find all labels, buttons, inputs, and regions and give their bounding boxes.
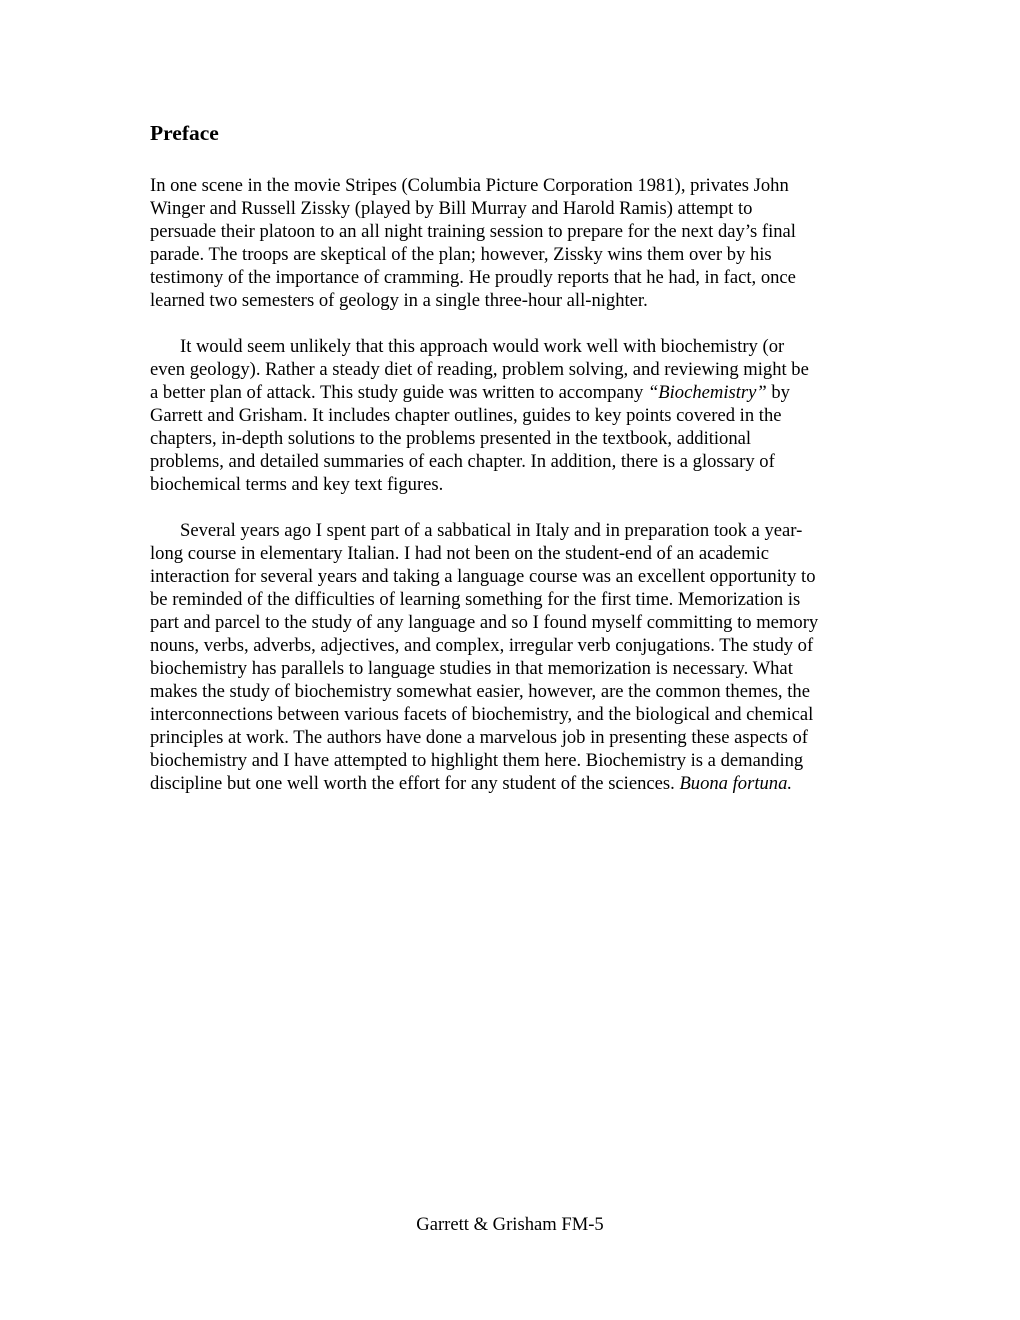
paragraph-line bbox=[150, 749, 872, 772]
text-run: interconnections between various facets of biochemistry, and the biological and chemical bbox=[150, 704, 814, 725]
paragraph-line bbox=[150, 657, 872, 680]
paragraph-line bbox=[150, 473, 872, 496]
paragraph-line bbox=[150, 427, 872, 450]
preface-paragraph-3 bbox=[150, 519, 872, 795]
paragraph-line bbox=[150, 174, 872, 197]
paragraph-line bbox=[150, 289, 872, 312]
page-title: Preface bbox=[150, 121, 219, 145]
paragraph-line bbox=[150, 542, 872, 565]
page-footer: Garrett & Grisham FM-5 bbox=[416, 1214, 604, 1235]
paragraph-line bbox=[150, 611, 872, 634]
text-run: Garrett and Grisham. It includes chapter outlines, guides to key points covered in the bbox=[150, 405, 782, 426]
paragraph-line bbox=[150, 266, 872, 289]
text-run: part and parcel to the study of any language and so I found myself committing to memory bbox=[150, 612, 819, 633]
text-run: Several years ago I spent part of a sabbatical in Italy and in preparation took a year- bbox=[180, 520, 803, 541]
text-run: interaction for several years and taking a language course was an excellent opportunity to bbox=[150, 566, 816, 587]
text-run: long course in elementary Italian. I had not been on the student-end of an academic bbox=[150, 543, 770, 564]
italic-text: Buona fortuna. bbox=[679, 773, 793, 794]
paragraph-line bbox=[150, 243, 872, 266]
paragraph-line bbox=[150, 726, 872, 749]
text-run: In one scene in the movie Stripes (Columbia Picture Corporation 1981), privates John bbox=[150, 175, 789, 196]
text-run: problems, and detailed summaries of each chapter. In addition, there is a glossary of bbox=[150, 451, 775, 472]
paragraph-line bbox=[150, 634, 872, 657]
paragraph-line bbox=[150, 220, 872, 243]
text-run: parade. The troops are skeptical of the plan; however, Zissky wins them over by his bbox=[150, 244, 772, 265]
paragraph-line bbox=[150, 404, 872, 427]
paragraph-line bbox=[150, 197, 872, 220]
paragraph-line bbox=[150, 450, 872, 473]
text-run: a better plan of attack. This study guide was written to accompany bbox=[150, 382, 648, 403]
text-run: even geology). Rather a steady diet of reading, problem solving, and reviewing might be bbox=[150, 359, 809, 380]
preface-paragraph-1 bbox=[150, 174, 872, 312]
paragraph-line bbox=[150, 519, 872, 542]
text-run: Winger and Russell Zissky (played by Bill Murray and Harold Ramis) attempt to bbox=[150, 198, 753, 219]
preface-paragraph-2 bbox=[150, 335, 872, 496]
paragraph-line bbox=[150, 335, 872, 358]
text-run: testimony of the importance of cramming. He proudly reports that he had, in fact, once bbox=[150, 267, 796, 288]
paragraph-line bbox=[150, 680, 872, 703]
text-run: biochemistry and I have attempted to highlight them here. Biochemistry is a demanding bbox=[150, 750, 804, 771]
paragraph-line bbox=[150, 772, 872, 795]
text-run: persuade their platoon to an all night training session to prepare for the next day’s final bbox=[150, 221, 796, 242]
paragraph-line bbox=[150, 588, 872, 611]
text-run: learned two semesters of geology in a single three-hour all-nighter. bbox=[150, 290, 648, 311]
text-run: chapters, in-depth solutions to the problems presented in the textbook, additional bbox=[150, 428, 752, 449]
text-run: makes the study of biochemistry somewhat easier, however, are the common themes, the bbox=[150, 681, 810, 702]
paragraph-line bbox=[150, 381, 872, 404]
paragraph-line bbox=[150, 703, 872, 726]
text-run: biochemistry has parallels to language studies in that memorization is necessary. What bbox=[150, 658, 793, 679]
text-run: It would seem unlikely that this approach would work well with biochemistry (or bbox=[180, 336, 785, 357]
text-run: biochemical terms and key text figures. bbox=[150, 474, 444, 495]
italic-text: “Biochemistry” bbox=[647, 382, 767, 403]
text-run: by bbox=[766, 382, 790, 403]
text-run: be reminded of the difficulties of learning something for the first time. Memorization is bbox=[150, 589, 801, 610]
text-run: discipline but one well worth the effort for any student of the sciences. bbox=[150, 773, 680, 794]
text-run: principles at work. The authors have done a marvelous job in presenting these aspects of bbox=[150, 727, 808, 748]
paragraph-line bbox=[150, 358, 872, 381]
text-run: nouns, verbs, adverbs, adjectives, and complex, irregular verb conjugations. The study of bbox=[150, 635, 814, 656]
paragraph-line bbox=[150, 565, 872, 588]
